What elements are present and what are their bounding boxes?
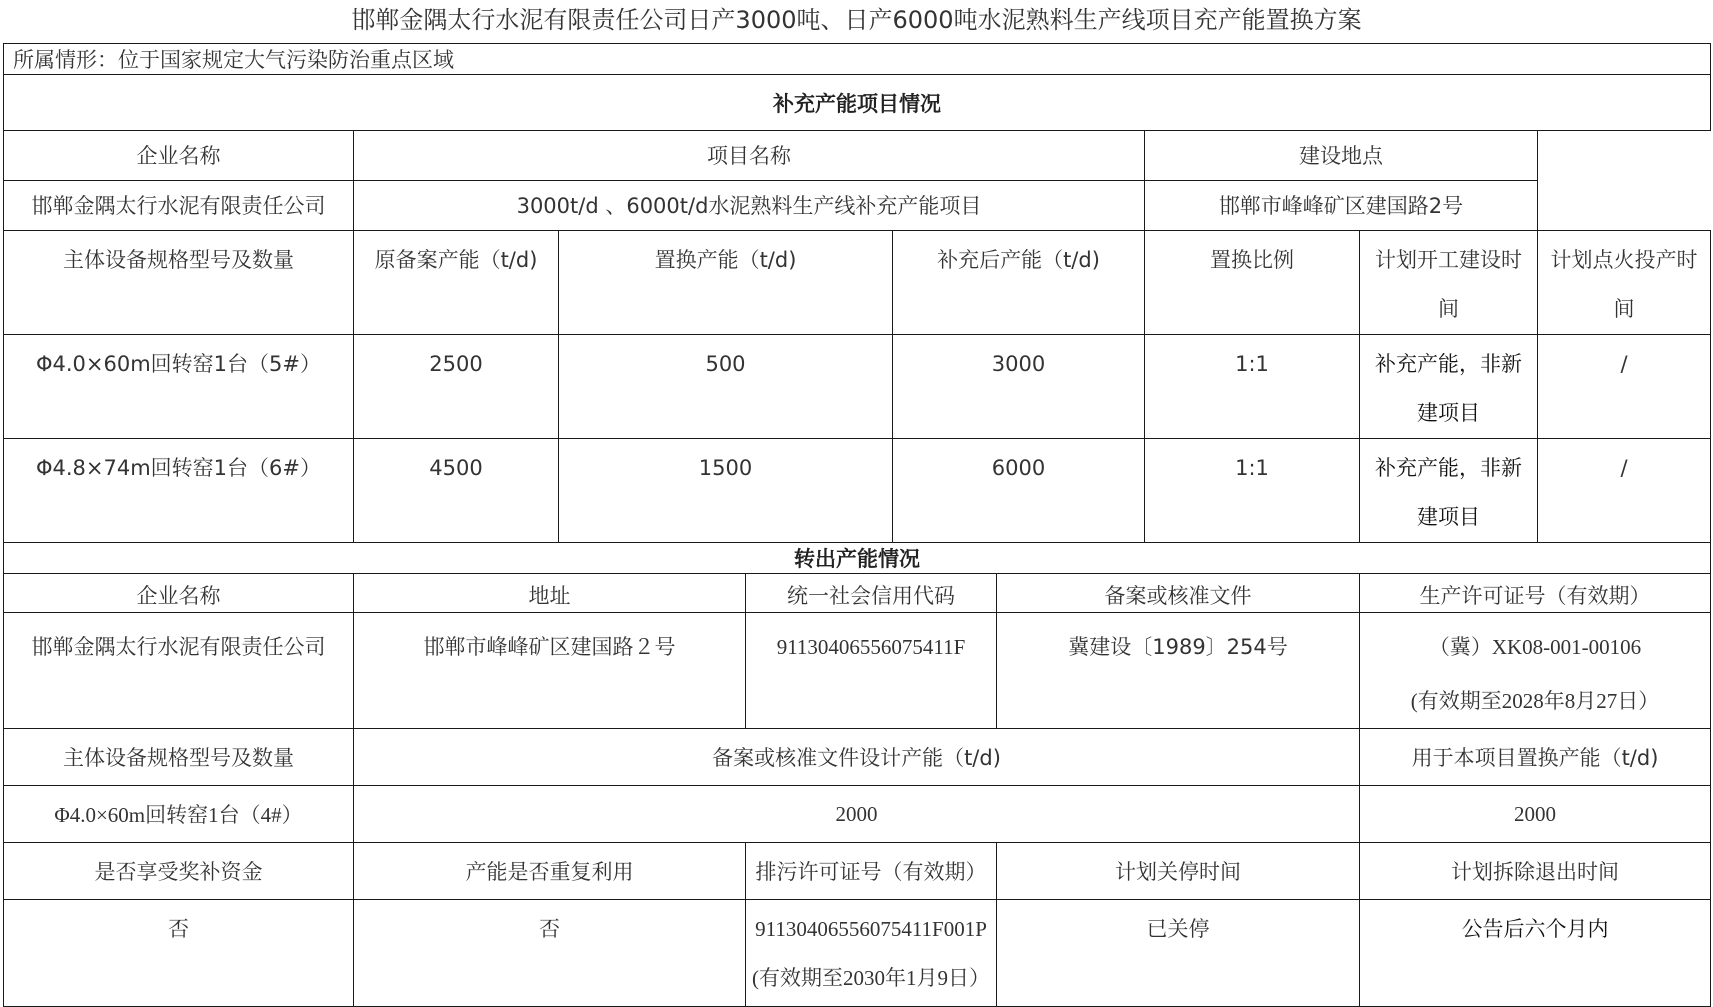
t-info-company-text: 邯郸金隅太行水泥有限责任公司 [31,635,326,659]
header-location-text: 建设地点 [1299,144,1383,168]
header-project [354,131,1145,181]
c-equipment: Φ4.0×60m回转窑1台（4#） [4,786,354,843]
info-project [354,181,1145,231]
eq-header-after [893,231,1145,335]
eq-header-ratio-text: 置换比例 [1210,248,1294,272]
row-fire [1538,439,1711,543]
t-info-filing [997,613,1360,729]
info-company-text: 邯郸金隅太行水泥有限责任公司 [31,194,326,218]
row-ratio-text: 1:1 [1235,456,1269,480]
s-header-subsidy: 是否享受奖补资金 [4,843,354,900]
eq-header-start [1360,231,1538,335]
supplement-header-row [4,131,1711,181]
row-ratio [1145,439,1360,543]
row-after-text: 3000 [991,352,1046,376]
supplement-section-row [4,75,1711,131]
row-original [354,335,559,439]
header-company-text: 企业名称 [136,144,221,168]
s-demolish-text: 公告后六个月内 [1461,917,1609,941]
t-info-address-text: 邯郸市峰峰矿区建国路２号 [423,635,676,659]
info-project-text: 3000t/d 、6000t/d水泥熟料生产线补充产能项目 [516,194,982,218]
eq-header-equipment [4,231,354,335]
situation-cell [4,44,1711,75]
supplement-equipment-row [4,335,1711,439]
eq-header-fire-line1: 计划点火投产时 [1550,248,1698,272]
s-header-shutdown: 计划关停时间 [997,843,1360,900]
t-header-company [4,574,354,613]
t-header-address-text: 地址 [528,584,571,608]
t-info-company [4,613,354,729]
row-equipment-text: Φ4.8×74m回转窑1台（6#） [35,456,322,480]
s-reuse-text: 否 [539,917,560,941]
transfer-section-row [4,543,1711,574]
t-header-filing [997,574,1360,613]
info-location-text: 邯郸市峰峰矿区建国路2号 [1218,194,1464,218]
supplement-info-row [4,181,1711,231]
supplement-equipment-header-row [4,231,1711,335]
s-demolish [1360,900,1711,1007]
c-used: 2000 [1360,786,1711,843]
s-subsidy [4,900,354,1007]
t-header-filing-text: 备案或核准文件 [1104,584,1252,608]
c-design: 2000 [354,786,1360,843]
row-original-text: 4500 [429,456,483,480]
header-location [1145,131,1538,181]
row-replacement [559,335,893,439]
transfer-capacity-row [4,786,1711,843]
eq-header-ratio [1145,231,1360,335]
eq-header-replacement-text: 置换产能（t/d) [654,248,797,272]
t-info-credit-code [746,613,997,729]
eq-header-fire-line2: 间 [1613,297,1635,321]
c-header-design: 备案或核准文件设计产能（t/d) [354,729,1360,786]
header-company [4,131,354,181]
t-info-filing-text: 冀建设〔1989〕254号 [1068,635,1288,659]
info-company [4,181,354,231]
eq-header-fire [1538,231,1711,335]
eq-header-original [354,231,559,335]
t-info-credit-code-text: 91130406556075411F [776,635,966,659]
transfer-header-row [4,574,1711,613]
row-fire-text: / [1620,456,1628,480]
row-fire-text: / [1620,352,1628,376]
transfer-info-row [4,613,1711,729]
row-equipment [4,335,354,439]
t-header-license-text: 生产许可证号（有效期） [1419,584,1651,608]
t-header-address [354,574,746,613]
s-shutdown [997,900,1360,1007]
s-header-reuse: 产能是否重复利用 [354,843,746,900]
row-replacement [559,439,893,543]
eq-header-equipment-text: 主体设备规格型号及数量 [63,248,294,272]
row-replacement-text: 1500 [698,456,753,480]
row-start [1360,335,1538,439]
situation-row [4,44,1711,75]
row-replacement-text: 500 [705,352,746,376]
row-equipment-text: Φ4.0×60m回转窑1台（5#） [35,352,322,376]
s-subsidy-text: 否 [168,917,189,941]
t-header-license [1360,574,1711,613]
s-permit-line2: (有效期至2030年1月9日） [752,966,990,990]
supplement-section-title: 补充产能项目情况 [4,75,1711,131]
s-header-demolish: 计划拆除退出时间 [1360,843,1711,900]
t-header-credit-code-text: 统一社会信用代码 [787,584,955,608]
row-start [1360,439,1538,543]
transfer-status-row [4,900,1711,1007]
row-start-line1: 补充产能，非新 [1375,352,1522,376]
row-start-line1: 补充产能，非新 [1375,456,1522,480]
row-equipment [4,439,354,543]
s-shutdown-text: 已关停 [1146,917,1210,941]
transfer-status-header-row [4,843,1711,900]
row-after [893,335,1145,439]
transfer-section-title: 转出产能情况 [4,543,1711,574]
header-project-text: 项目名称 [707,144,791,168]
t-info-license-line1: （冀）XK08-001-00106 [1428,635,1642,659]
s-reuse [354,900,746,1007]
row-after-text: 6000 [991,456,1046,480]
t-info-license-line2: (有效期至2028年8月27日） [1410,689,1660,713]
transfer-capacity-header-row [4,729,1711,786]
row-start-line2: 建项目 [1417,505,1480,529]
supplement-equipment-row [4,439,1711,543]
t-info-address [354,613,746,729]
t-info-license [1360,613,1711,729]
row-ratio-text: 1:1 [1235,352,1269,376]
row-original [354,439,559,543]
row-fire [1538,335,1711,439]
t-header-company-text: 企业名称 [136,584,221,608]
row-after [893,439,1145,543]
row-ratio [1145,335,1360,439]
s-permit [746,900,997,1007]
document-title: 邯郸金隅太行水泥有限责任公司日产3000吨、日产6000吨水泥熟料生产线项目充产能置换方案 [351,6,1362,34]
eq-header-start-line1: 计划开工建设时 [1375,248,1522,272]
c-header-used: 用于本项目置换产能（t/d) [1360,729,1711,786]
eq-header-original-text: 原备案产能（t/d) [374,248,538,272]
eq-header-start-line2: 间 [1438,297,1459,321]
s-header-permit: 排污许可证号（有效期） [746,843,997,900]
c-header-equipment: 主体设备规格型号及数量 [4,729,354,786]
info-location [1145,181,1538,231]
eq-header-after-text: 补充后产能（t/d) [937,248,1100,272]
row-original-text: 2500 [429,352,483,376]
s-permit-line1: 91130406556075411F001P [755,917,987,941]
capacity-replacement-table [3,43,1711,1007]
eq-header-replacement [559,231,893,335]
t-header-credit-code [746,574,997,613]
row-start-line2: 建项目 [1417,401,1480,425]
situation-text: 所属情形：位于国家规定大气污染防治重点区域 [13,48,454,72]
